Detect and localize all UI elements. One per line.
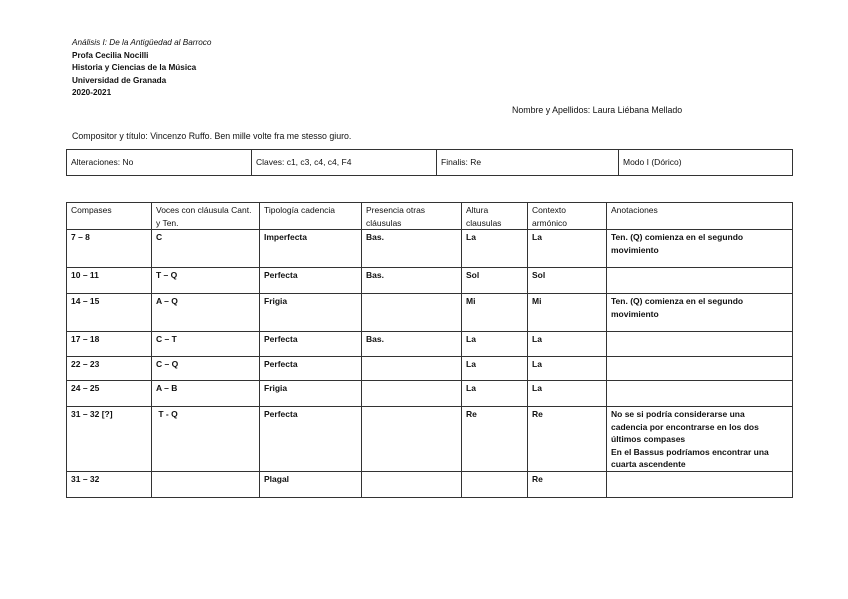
table-row — [67, 294, 793, 332]
cell-voces — [152, 472, 260, 498]
note-line: En el Bassus podríamos encontrar una — [611, 446, 769, 457]
cell-altura: Re — [462, 407, 528, 472]
cell-compases: 14 – 15 — [67, 294, 152, 332]
cell-presencia — [362, 294, 462, 332]
header-presencia: Presencia otras cláusulas — [362, 203, 462, 230]
cell-anotaciones: Ten. (Q) comienza en el segundo movimiento — [607, 230, 793, 268]
table-row — [67, 472, 793, 498]
cell-presencia: Bas. — [362, 230, 462, 268]
cell-contexto: La — [528, 381, 607, 407]
cell-voces: C – T — [152, 332, 260, 357]
cell-anotaciones — [607, 268, 793, 294]
university-name: Universidad de Granada — [72, 75, 167, 85]
alteraciones-cell: Alteraciones: No — [67, 150, 252, 176]
composition-title: Compositor y título: Vincenzo Ruffo. Ben mille volte fra me stesso giuro. — [72, 131, 352, 141]
cell-contexto: Mi — [528, 294, 607, 332]
cell-presencia: Bas. — [362, 268, 462, 294]
header-compases: Compases — [67, 203, 152, 230]
student-name: Nombre y Apellidos: Laura Liébana Mellado — [512, 105, 683, 115]
claves-cell: Claves: c1, c3, c4, c4, F4 — [252, 150, 437, 176]
cell-anotaciones — [607, 357, 793, 381]
cell-tipologia: Perfecta — [260, 332, 362, 357]
cell-altura: Sol — [462, 268, 528, 294]
cell-presencia — [362, 407, 462, 472]
cell-anotaciones — [607, 332, 793, 357]
cell-voces: T - Q — [152, 407, 260, 472]
cell-voces: C — [152, 230, 260, 268]
cell-presencia — [362, 357, 462, 381]
table-row — [67, 230, 793, 268]
degree-name: Historia y Ciencias de la Música — [72, 63, 197, 73]
cell-tipologia: Plagal — [260, 472, 362, 498]
header-contexto: Contexto armónico — [528, 203, 607, 230]
cell-anotaciones — [607, 381, 793, 407]
cell-altura: La — [462, 381, 528, 407]
table-row — [67, 357, 793, 381]
table-header-row — [67, 203, 793, 230]
cell-tipologia: Frigia — [260, 294, 362, 332]
academic-year: 2020-2021 — [72, 88, 112, 98]
cell-altura: La — [462, 230, 528, 268]
header-voces: Voces con cláusula Cant. y Ten. — [152, 203, 260, 230]
cell-contexto: La — [528, 332, 607, 357]
cell-tipologia: Frigia — [260, 381, 362, 407]
cell-contexto: La — [528, 230, 607, 268]
table-row — [67, 381, 793, 407]
note-line: No se si podría considerarse una — [611, 409, 745, 419]
cell-compases: 7 – 8 — [67, 230, 152, 268]
cell-voces: T – Q — [152, 268, 260, 294]
cadence-analysis-table — [66, 202, 793, 498]
cell-altura — [462, 472, 528, 498]
professor-name: Profa Cecilia Nocilli — [72, 50, 149, 60]
cell-voces: C – Q — [152, 357, 260, 381]
note-line: cuarta ascendente — [611, 459, 686, 469]
note-line: últimos compases — [611, 434, 686, 444]
modo-cell: Modo I (Dórico) — [619, 150, 793, 176]
cell-contexto: Re — [528, 472, 607, 498]
note-line: cadencia por encontrarse en los dos — [611, 421, 759, 432]
cell-anotaciones — [607, 407, 793, 472]
document-header — [72, 37, 211, 100]
header-altura: Altura clausulas — [462, 203, 528, 230]
table-row — [67, 407, 793, 472]
cell-compases: 22 – 23 — [67, 357, 152, 381]
finalis-cell: Finalis: Re — [437, 150, 619, 176]
cell-contexto: Re — [528, 407, 607, 472]
cell-compases: 31 – 32 — [67, 472, 152, 498]
cell-presencia — [362, 381, 462, 407]
cell-tipologia: Perfecta — [260, 407, 362, 472]
cell-voces: A – Q — [152, 294, 260, 332]
cell-tipologia: Imperfecta — [260, 230, 362, 268]
cell-tipologia: Perfecta — [260, 357, 362, 381]
table-row — [67, 332, 793, 357]
cell-contexto: La — [528, 357, 607, 381]
cell-compases: 10 – 11 — [67, 268, 152, 294]
cell-altura: La — [462, 357, 528, 381]
cell-anotaciones: Ten. (Q) comienza en el segundo movimiento — [607, 294, 793, 332]
cell-compases: 24 – 25 — [67, 381, 152, 407]
cell-presencia — [362, 472, 462, 498]
cell-presencia: Bas. — [362, 332, 462, 357]
header-anotaciones: Anotaciones — [607, 203, 793, 230]
course-title: Análisis I: De la Antigüedad al Barroco — [72, 38, 212, 47]
info-table — [66, 149, 793, 176]
cell-compases: 31 – 32 [?] — [67, 407, 152, 472]
cell-tipologia: Perfecta — [260, 268, 362, 294]
cell-altura: Mi — [462, 294, 528, 332]
cell-altura: La — [462, 332, 528, 357]
table-row — [67, 268, 793, 294]
cell-anotaciones — [607, 472, 793, 498]
cell-compases: 17 – 18 — [67, 332, 152, 357]
header-tipologia: Tipología cadencia — [260, 203, 362, 230]
cell-contexto: Sol — [528, 268, 607, 294]
cell-voces: A – B — [152, 381, 260, 407]
